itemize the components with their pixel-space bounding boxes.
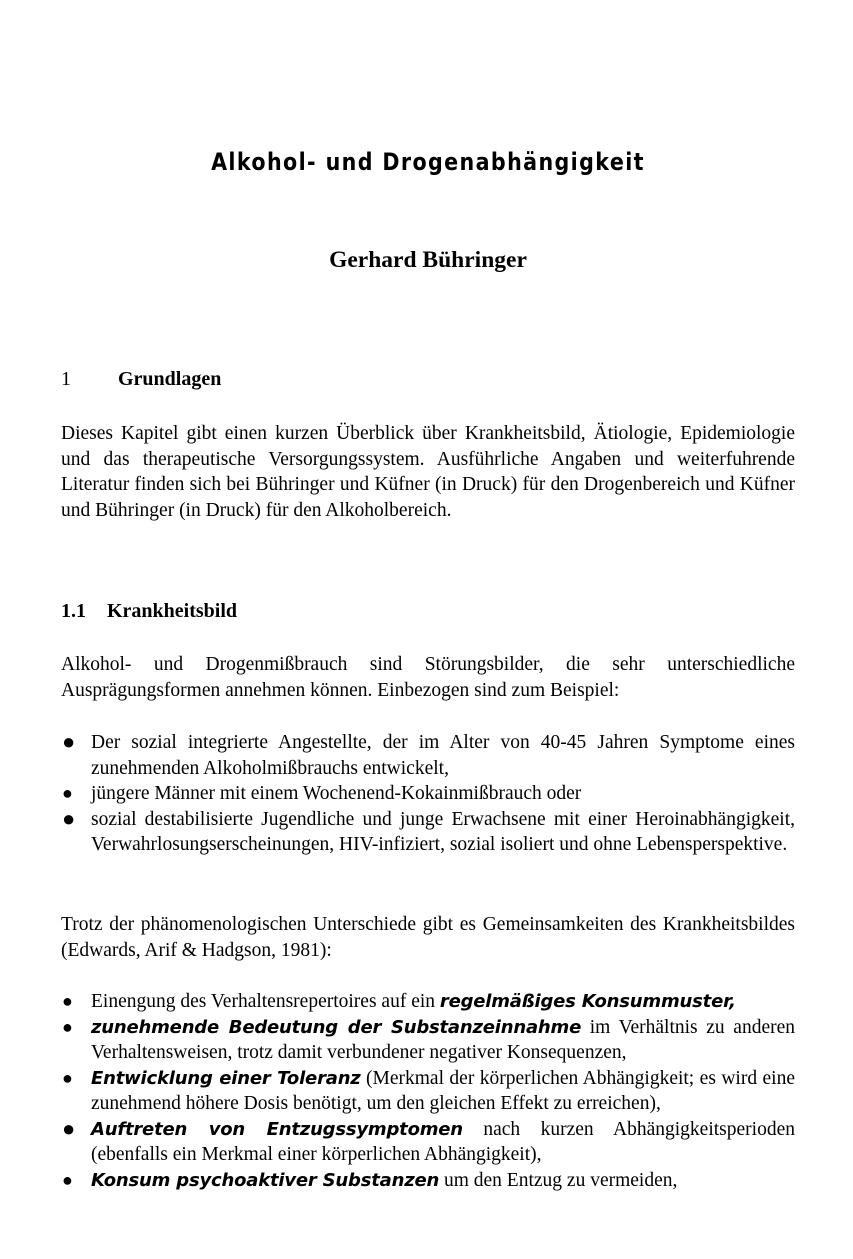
paragraph-commonalities: Trotz der phänomenologischen Unterschiede gibt es Gemeinsamkeiten des Krankheitsbildes (Edwards, Arif & Hadgson, 1981): — [61, 914, 795, 961]
list-item — [61, 1117, 795, 1168]
paragraph-intro: Dieses Kapitel gibt einen kurzen Überblick über Krankheitsbild, Ätiologie, Epidemiologie und das therapeutische Versorgungssystem. Ausführliche Angaben und weiterfuhrende Literatur finden sich bei Bühringer und Küfner (in Druck) für den Drogenbereich und Küfner und Bühringer (in Druck) für den Alkoholbereich. — [61, 423, 795, 521]
list-item — [61, 1015, 795, 1066]
bullet-icon: ● — [62, 783, 73, 803]
list-item — [61, 1066, 795, 1117]
author-name: Gerhard Bühringer — [329, 247, 527, 273]
section-title: Krankheitsbild — [107, 600, 238, 622]
list-item-emphasis: zunehmende Bedeutung der Substanzeinnahme — [91, 1016, 582, 1038]
bullet-icon: ● — [62, 1067, 73, 1088]
bullet-icon: ● — [62, 1016, 73, 1037]
bullet-icon: ● — [62, 805, 76, 831]
list-item-post: nach kurzen Abhängigkeitsperioden (ebenfalls ein Merkmal einer körperlichen Abhängigkeit), — [91, 1118, 795, 1165]
bullet-icon: ● — [62, 1115, 76, 1141]
list-item — [61, 1168, 795, 1194]
symptoms-list — [61, 989, 795, 1193]
list-item-emphasis: Konsum psychoaktiver Substanzen — [91, 1169, 440, 1191]
list-item-emphasis: regelmäßiges Konsummuster, — [439, 991, 736, 1012]
bullet-icon: ● — [62, 729, 76, 754]
list-item — [61, 730, 795, 781]
section-number: 1.1 — [61, 600, 86, 622]
list-item-text: sozial destabilisierte Jugendliche und junge Erwachsene mit einer Heroinabhängigkeit, Verwahrlosungserscheinungen, HIV-infiziert, sozial isoliert und ohne Lebensperspektive. — [91, 808, 795, 855]
bullet-icon: ● — [62, 1169, 73, 1190]
list-item — [61, 989, 795, 1015]
section-number: 1 — [61, 368, 71, 390]
document-title: Alkohol- und Drogenabhängigkeit — [211, 148, 645, 176]
list-item-text: jüngere Männer mit einem Wochenend-Kokainmißbrauch oder — [91, 783, 582, 804]
section-title: Grundlagen — [118, 368, 222, 390]
section-heading-1 — [61, 367, 221, 393]
list-item — [61, 781, 795, 807]
bullet-icon: ● — [62, 991, 73, 1011]
list-item-emphasis: Entwicklung einer Toleranz — [91, 1067, 361, 1089]
list-item-post: im Verhältnis zu anderen Verhaltensweisen, trotz damit verbundener negativer Konsequenzen, — [91, 1016, 795, 1063]
paragraph-forms: Alkohol- und Drogenmißbrauch sind Störungsbilder, die sehr unterschiedliche Ausprägungsformen annehmen können. Einbezogen sind zum Beispiel: — [61, 654, 795, 701]
examples-list — [61, 730, 795, 858]
list-item-pre: Einengung des Verhaltensrepertoires auf ein — [91, 991, 440, 1012]
list-item-text: Der sozial integrierte Angestellte, der im Alter von 40-45 Jahren Symptome eines zunehmenden Alkoholmißbrauchs entwickelt, — [91, 732, 795, 779]
section-heading-1-1 — [61, 599, 237, 625]
list-item-emphasis: Auftreten von Entzugssymptomen — [91, 1118, 463, 1140]
list-item-post: (Merkmal der körperlichen Abhängigkeit; es wird eine zunehmend höhere Dosis benötigt, um den gleichen Effekt zu erreichen), — [91, 1067, 795, 1114]
list-item — [61, 807, 795, 858]
list-item-post: um den Entzug zu vermeiden, — [439, 1169, 678, 1191]
